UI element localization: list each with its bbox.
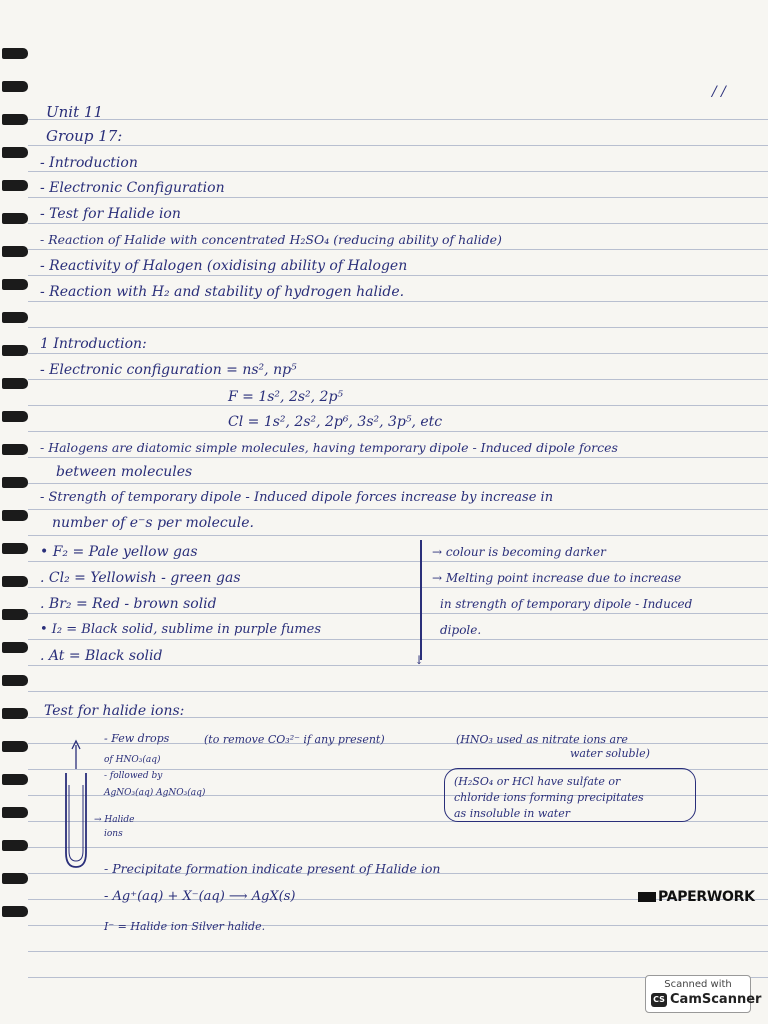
- spiral-ring: [2, 48, 28, 59]
- ruled-line: [28, 587, 768, 588]
- contents-item-1: - Introduction: [40, 155, 138, 171]
- spiral-ring: [2, 510, 28, 521]
- spiral-binding: [0, 40, 30, 930]
- spiral-ring: [2, 774, 28, 785]
- introduction-heading: 1 Introduction:: [40, 336, 147, 352]
- date-marks: / /: [712, 84, 726, 100]
- ruled-line: [28, 301, 768, 302]
- paperwork-logo: [638, 889, 755, 905]
- spiral-ring: [2, 609, 28, 620]
- spiral-ring: [2, 708, 28, 719]
- tube-label-1: - Few drops: [104, 732, 170, 745]
- contents-item-5: - Reactivity of Halogen (oxidising ability of Halogen: [40, 258, 408, 274]
- chlorine-config: Cl = 1s², 2s², 2p⁶, 3s², 3p⁵, etc: [228, 414, 443, 430]
- ruled-line: [28, 171, 768, 172]
- diatomic-line-2: between molecules: [56, 464, 193, 480]
- camscanner-watermark: [645, 975, 762, 1013]
- halogen-astatine: . At = Black solid: [40, 648, 163, 664]
- spiral-ring: [2, 279, 28, 290]
- tube-label-4: AgNO₃(aq) AgNO₃(aq): [104, 788, 206, 798]
- tube-label-5: → Halide: [94, 815, 135, 825]
- note-remove-carbonate: (to remove CO₃²⁻ if any present): [204, 733, 385, 746]
- paperwork-text: PAPERWORK: [658, 889, 755, 905]
- camscanner-logo-icon: CS: [651, 993, 667, 1007]
- contents-item-3: - Test for Halide ion: [40, 206, 181, 222]
- note-sulfate-3: as insoluble in water: [454, 807, 570, 820]
- spiral-ring: [2, 477, 28, 488]
- tube-label-6: ions: [104, 829, 123, 839]
- camscanner-text: CamScanner: [670, 992, 762, 1007]
- ruled-line: [28, 639, 768, 640]
- spiral-ring: [2, 180, 28, 191]
- strength-line-2: number of e⁻s per molecule.: [52, 515, 254, 531]
- spiral-ring: [2, 411, 28, 422]
- electronic-config-line: - Electronic configuration = ns², np⁵: [40, 362, 297, 378]
- note-sulfate-2: chloride ions forming precipitates: [454, 791, 644, 804]
- trend-melting-3: dipole.: [440, 623, 482, 637]
- spiral-ring: [2, 81, 28, 92]
- trend-arrow-line: [420, 540, 422, 660]
- tube-label-2: of HNO₃(aq): [104, 755, 161, 765]
- test-heading: Test for halide ions:: [44, 703, 185, 719]
- ruled-line: [28, 327, 768, 328]
- contents-item-2: - Electronic Configuration: [40, 180, 225, 196]
- spiral-ring: [2, 312, 28, 323]
- contents-item-4: - Reaction of Halide with concentrated H₂SO₄ (reducing ability of halide): [40, 232, 502, 247]
- note-nitrate-1: (HNO₃ used as nitrate ions are: [456, 733, 628, 746]
- strength-line-1: - Strength of temporary dipole - Induced dipole forces increase by increase in: [40, 490, 554, 505]
- trend-colour: → colour is becoming darker: [432, 545, 606, 559]
- spiral-ring: [2, 906, 28, 917]
- ruled-line: [28, 275, 768, 276]
- precipitate-line: - Precipitate formation indicate present of Halide ion: [104, 861, 441, 876]
- ruled-line: [28, 145, 768, 146]
- trend-melting-1: → Melting point increase due to increase: [432, 571, 682, 585]
- equation-labels: I⁻ = Halide ion Silver halide.: [104, 920, 266, 933]
- ruled-line: [28, 535, 768, 536]
- ruled-line: [28, 561, 768, 562]
- spiral-ring: [2, 807, 28, 818]
- ruled-line: [28, 431, 768, 432]
- spiral-ring: [2, 147, 28, 158]
- group-title: Group 17:: [46, 127, 123, 145]
- trend-melting-2: in strength of temporary dipole - Induced: [440, 597, 693, 611]
- ruled-line: [28, 665, 768, 666]
- spiral-ring: [2, 378, 28, 389]
- ruled-line: [28, 847, 768, 848]
- spiral-ring: [2, 873, 28, 884]
- ruled-line: [28, 457, 768, 458]
- ruled-line: [28, 951, 768, 952]
- spiral-ring: [2, 576, 28, 587]
- equation-line: - Ag⁺(aq) + X⁻(aq) ⟶ AgX(s): [104, 889, 296, 904]
- spiral-ring: [2, 642, 28, 653]
- ruled-line: [28, 119, 768, 120]
- halogen-fluorine: • F₂ = Pale yellow gas: [40, 544, 198, 560]
- ruled-line: [28, 353, 768, 354]
- diatomic-line-1: - Halogens are diatomic simple molecules, having temporary dipole - Induced dipole forces: [40, 440, 618, 455]
- ruled-line: [28, 379, 768, 380]
- spiral-ring: [2, 114, 28, 125]
- ruled-line: [28, 223, 768, 224]
- spiral-ring: [2, 543, 28, 554]
- contents-item-6: - Reaction with H₂ and stability of hydrogen halide.: [40, 284, 405, 300]
- paperwork-logo-icon: [638, 892, 656, 902]
- spiral-ring: [2, 741, 28, 752]
- ruled-line: [28, 691, 768, 692]
- spiral-ring: [2, 213, 28, 224]
- ruled-line: [28, 249, 768, 250]
- halogen-bromine: . Br₂ = Red - brown solid: [40, 596, 217, 612]
- spiral-ring: [2, 840, 28, 851]
- ruled-line: [28, 509, 768, 510]
- halogen-chlorine: . Cl₂ = Yellowish - green gas: [40, 570, 241, 586]
- scanned-with-text: Scanned with: [664, 979, 732, 990]
- test-tube-icon: [58, 735, 98, 875]
- trend-arrow-head: ↓: [414, 653, 425, 667]
- fluorine-config: F = 1s², 2s², 2p⁵: [228, 389, 344, 405]
- spiral-ring: [2, 675, 28, 686]
- ruled-line: [28, 405, 768, 406]
- spiral-ring: [2, 345, 28, 356]
- ruled-line: [28, 197, 768, 198]
- ruled-line: [28, 613, 768, 614]
- note-nitrate-2: water soluble): [570, 747, 650, 760]
- halogen-iodine: • I₂ = Black solid, sublime in purple fumes: [40, 622, 322, 637]
- spiral-ring: [2, 444, 28, 455]
- note-sulfate-1: (H₂SO₄ or HCl have sulfate or: [454, 775, 621, 788]
- unit-title: Unit 11: [46, 103, 103, 121]
- tube-label-3: - followed by: [104, 771, 163, 781]
- ruled-line: [28, 483, 768, 484]
- spiral-ring: [2, 246, 28, 257]
